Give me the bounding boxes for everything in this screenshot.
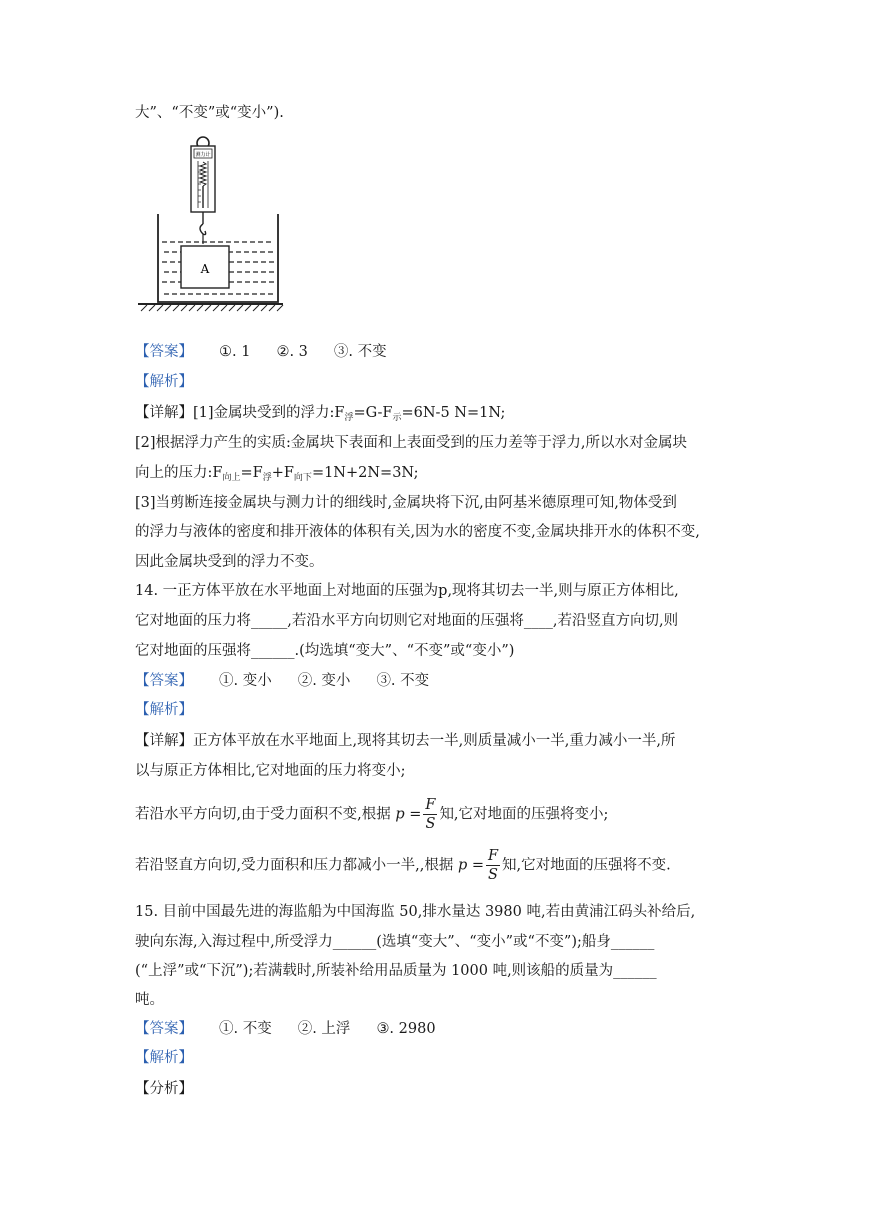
q15-stem-4: 吨。 [135, 992, 164, 1008]
q14-detail-2: 以与原正方体相比,它对地面的压力将变小; [135, 763, 406, 779]
q13-answer-line: 【答案】 ①. 1 ②. 3 ③. 不变 [135, 344, 387, 360]
answer-tag: 【答案】 [135, 1021, 193, 1037]
answer-tag: 【答案】 [135, 344, 193, 360]
q14-formula-line-2: 若沿竖直方向切,受力面积和压力都减小一半,,根据 p = $\frac{F}{S}$ 知,它对地面的压强将不变. [135, 848, 671, 883]
q15-fenxi-tag: 【分析】 [135, 1081, 193, 1097]
q14-detail-1: 【详解】正方体平放在水平地面上,现将其切去一半,则质量减小一半,重力减小一半,所 [135, 733, 676, 749]
q15-answer-line: 【答案】 ①. 不变 ②. 上浮 ③. 2980 [135, 1021, 436, 1037]
q13-detail-3c: 因此金属块受到的浮力不变。 [135, 554, 324, 570]
q14-stem-1: 14. 一正方体平放在水平地面上对地面的压强为p,现将其切去一半,则与原正方体相比, [135, 583, 679, 599]
spring-scale-figure [133, 134, 293, 314]
q13-detail-1: 【详解】[1]金属块受到的浮力$:F_浮=G-F_示=6N-5$ N=1N; [135, 405, 506, 423]
q14-answer-line: 【答案】 ①. 变小 ②. 变小 ③. 不变 [135, 673, 430, 689]
block-label: A [200, 262, 210, 276]
continued-question-text: 大”、“不变”或“变小”). [135, 105, 284, 121]
q15-stem-1: 15. 目前中国最先进的海监船为中国海监 50,排水量达 3980 吨,若由黄浦江码头补给后, [135, 904, 696, 920]
q13-detail-2a: [2]根据浮力产生的实质:金属块下表面和上表面受到的压力差等于浮力,所以水对金属块 [135, 435, 688, 451]
q13-detail-2b: 向上的压力$:F_{向上}=F_浮+F_{向下}=1N+2N=3N$; [135, 465, 419, 483]
q13-detail-3a: [3]当剪断连接金属块与测力计的细线时,金属块将下沉,由阿基米德原理可知,物体受到 [135, 495, 677, 511]
q13-detail-3b: 的浮力与液体的密度和排开液体的体积有关,因为水的密度不变,金属块排开水的体积不变, [135, 524, 700, 540]
q15-analysis-tag: 【解析】 [135, 1050, 193, 1066]
fraction-F-over-S: $\frac{F}{S}$ [425, 797, 436, 832]
q15-stem-3: (“上浮”或“下沉”);若满载时,所装补给用品质量为 1000 吨,则该船的质量为______ [135, 963, 657, 979]
meter-label: 测力计 [195, 152, 211, 158]
q15-stem-2: 驶向东海,入海过程中,所受浮力______(选填“变大”、“变小”或“不变”);船身______ [135, 934, 655, 950]
answer-tag: 【答案】 [135, 673, 193, 689]
fraction-F-over-S: $\frac{F}{S}$ [487, 848, 499, 883]
q14-analysis-tag: 【解析】 [135, 702, 193, 718]
q14-stem-3: 它对地面的压强将______.(均选填“变大”、“不变”或“变小”) [135, 643, 515, 659]
q13-analysis-tag: 【解析】 [135, 374, 193, 390]
q14-stem-2: 它对地面的压力将_____,若沿水平方向切则它对地面的压强将____,若沿竖直方向切,则 [135, 613, 679, 629]
q14-formula-line-1: 若沿水平方向切,由于受力面积不变,根据 p = $\frac{F}{S}$ 知,它对地面的压强将变小; [135, 797, 609, 832]
